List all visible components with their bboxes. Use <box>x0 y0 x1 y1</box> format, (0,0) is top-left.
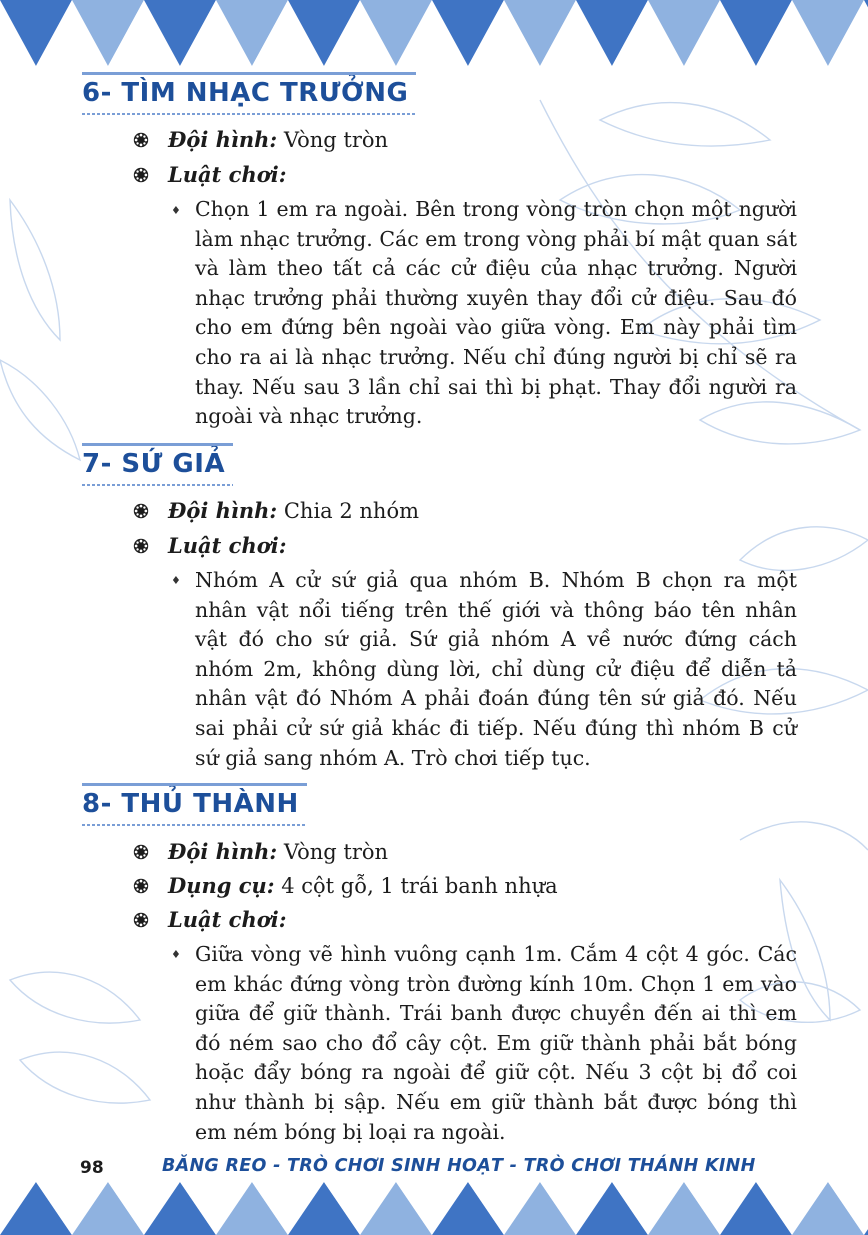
bottom-triangle-border <box>0 1182 868 1235</box>
rules-bullet <box>132 905 286 935</box>
rules-bullet <box>132 531 286 561</box>
heading-rule-top <box>82 783 307 786</box>
section-heading <box>82 449 225 486</box>
book-title: BĂNG REO - TRÒ CHƠI SINH HOẠT - TRÒ CHƠI THÁNH KINH <box>162 1156 756 1176</box>
equipment-bullet <box>132 871 558 901</box>
formation-bullet <box>132 837 388 867</box>
section-heading-text: 8- THỦ THÀNH <box>82 789 299 819</box>
formation-label: Đội hình: <box>168 127 278 152</box>
page-number: 98 <box>80 1158 104 1178</box>
formation-bullet <box>132 125 388 155</box>
rules-text: Nhóm A cử sứ giả qua nhóm B. Nhóm B chọn ra một nhân vật nổi tiếng trên thế giới và thông báo tên nhân vật đó cho sứ giả. Sứ giả nhóm A về nước đứng cách nhóm 2m, không dùng lời, chỉ dùng cử điệu để diễn tả nhân vật đó Nhóm A phải đoán đúng tên sứ giả đó. Nếu sai phải cử sứ giả khác đi tiếp. Nếu đúng thì nhóm B cử sứ giả sang nhóm A. Trò chơi tiếp tục. <box>195 568 797 770</box>
rules-label: Luật chơi: <box>168 907 287 932</box>
flower-icon <box>132 877 150 895</box>
heading-rule-bottom <box>82 824 307 826</box>
section-heading-text: 7- SỨ GIẢ <box>82 449 226 479</box>
rules-label: Luật chơi: <box>168 533 287 558</box>
equipment-value: 4 cột gỗ, 1 trái banh nhựa <box>274 874 558 898</box>
section-heading <box>82 789 299 826</box>
heading-rule-top <box>82 72 416 75</box>
flower-icon <box>132 843 150 861</box>
rules-text: Chọn 1 em ra ngoài. Bên trong vòng tròn chọn một người làm nhạc trưởng. Các em trong vòng phải bí mật quan sát và làm theo tất cả các cử điệu của nhạc trưởng. Người nhạc trưởng phải thường xuyên thay đổi cử điệu. Sau đó cho em đứng bên ngoài vào giữa vòng. Em này phải tìm cho ra ai là nhạc trưởng. Nếu chỉ đúng người bị chỉ sẽ ra thay. Nếu sau 3 lần chỉ sai thì bị phạt. Thay đổi người ra ngoài và nhạc trưởng. <box>195 197 797 429</box>
diamond-icon: ♦ <box>171 948 181 961</box>
heading-rule-bottom <box>82 113 416 115</box>
section-heading <box>82 78 408 115</box>
flower-icon <box>132 911 150 929</box>
formation-label: Đội hình: <box>168 498 278 523</box>
formation-label: Đội hình: <box>168 839 278 864</box>
rules-bullet <box>132 160 286 190</box>
flower-icon <box>132 502 150 520</box>
section-heading-text: 6- TÌM NHẠC TRƯỞNG <box>82 78 409 108</box>
rules-label: Luật chơi: <box>168 162 287 187</box>
heading-rule-bottom <box>82 484 233 486</box>
heading-rule-top <box>82 443 233 446</box>
diamond-icon: ♦ <box>171 574 181 587</box>
rules-text: Giữa vòng vẽ hình vuông cạnh 1m. Cắm 4 cột 4 góc. Các em khác đứng vòng tròn đường kính 10m. Chọn 1 em vào giữa để giữ thành. Trái banh được chuyền đến ai thì em đó ném sao cho đổ cây cột. Em giữ thành phải bắt bóng hoặc đẩy bóng ra ngoài để giữ cột. Nếu 3 cột bị đổ coi như thành bị sập. Nếu em giữ thành bắt được bóng thì em ném bóng bị loại ra ngoài. <box>195 942 797 1144</box>
flower-icon <box>132 537 150 555</box>
equipment-label: Dụng cụ: <box>168 873 275 898</box>
flower-icon <box>132 166 150 184</box>
flower-icon <box>132 131 150 149</box>
formation-value: Chia 2 nhóm <box>277 499 420 523</box>
diamond-icon: ♦ <box>171 204 181 217</box>
formation-value: Vòng tròn <box>277 840 389 864</box>
formation-bullet <box>132 496 419 526</box>
formation-value: Vòng tròn <box>277 128 389 152</box>
